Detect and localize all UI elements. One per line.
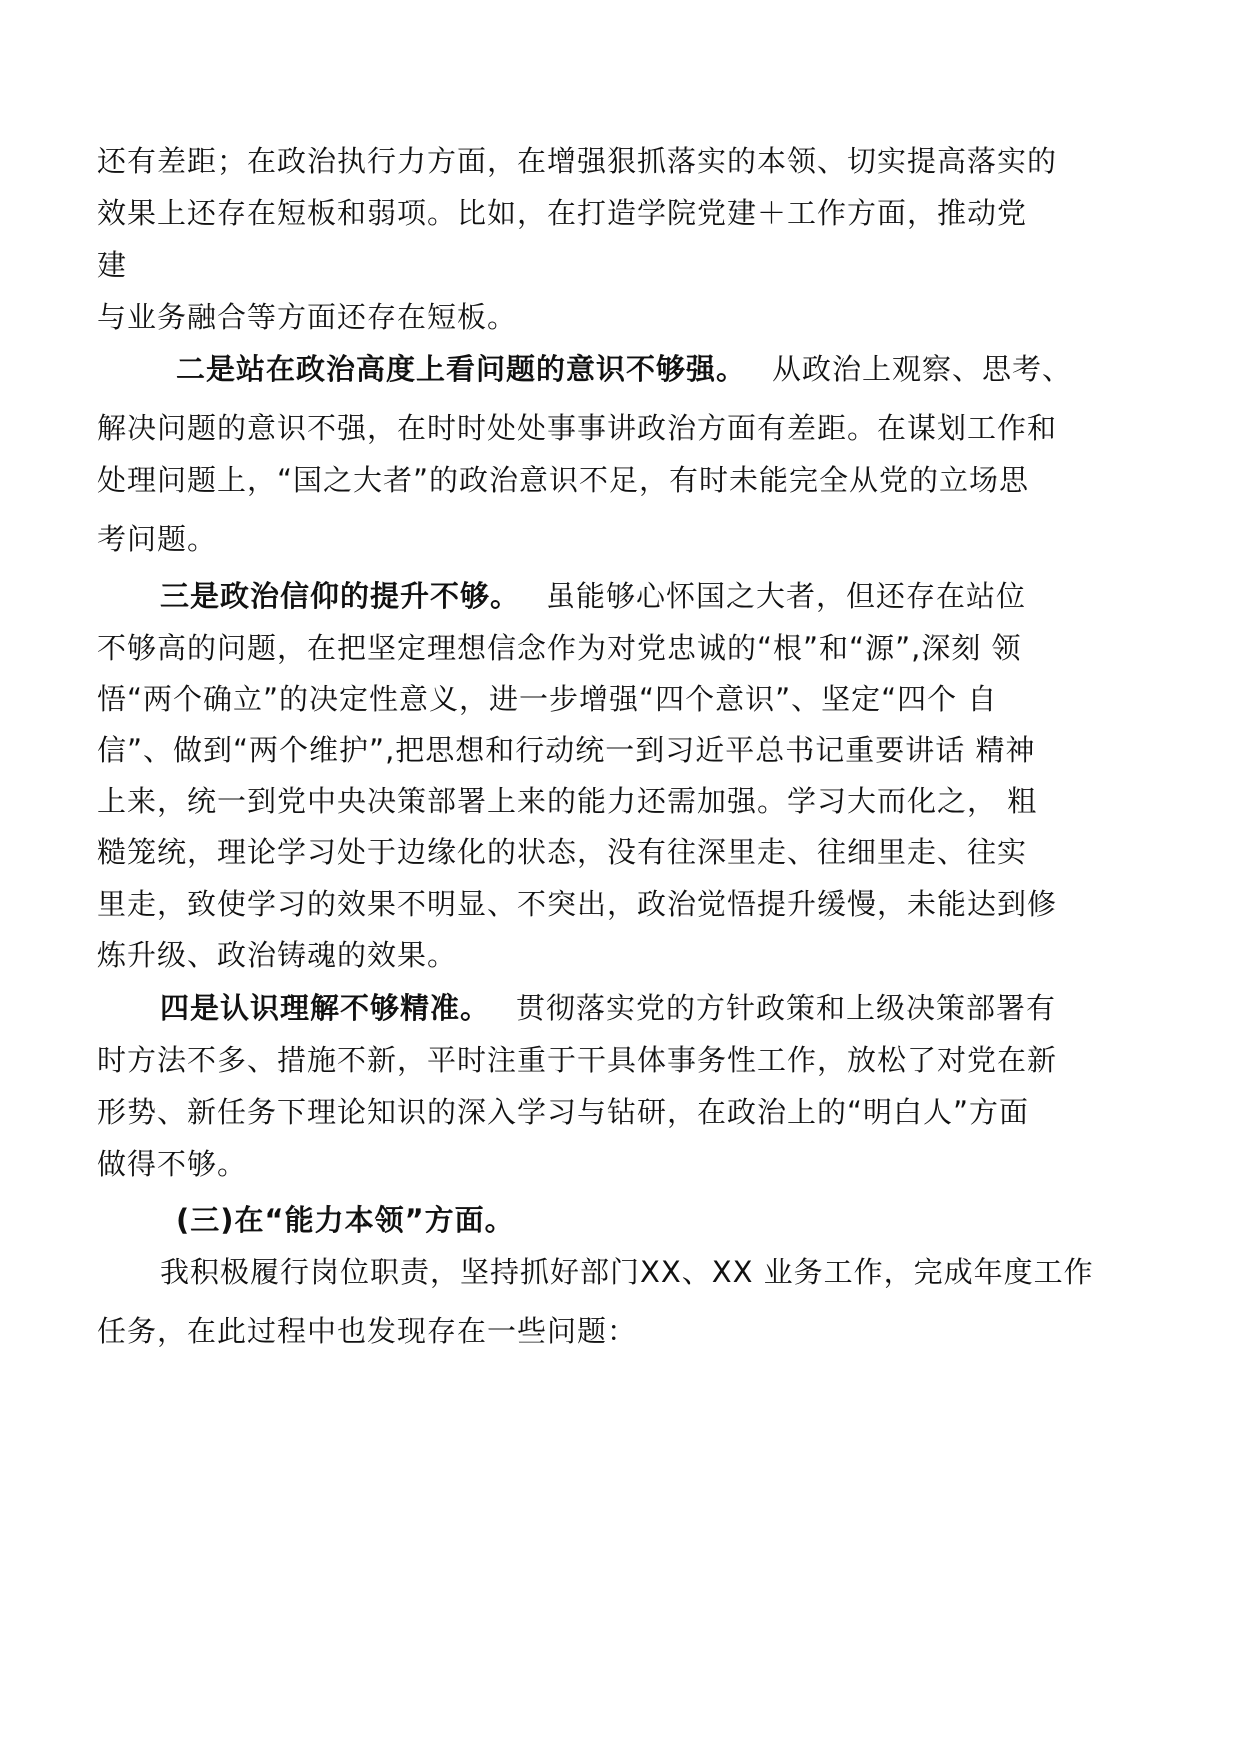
- text-line: 还有差距；在政治执行力方面，在增强狠抓落实的本领、切实提高落实的: [97, 144, 1058, 178]
- text-line: 里走，致使学习的效果不明显、不突出，政治觉悟提升缓慢，未能达到修: [97, 887, 1058, 921]
- point-four-title: 四是认识理解不够精准。: [160, 991, 491, 1025]
- text-line: 考问题。: [97, 522, 218, 556]
- text-line: 悟“两个确立”的决定性意义，进一步增强“四个意识”、坚定“四个 自: [97, 682, 998, 716]
- point-two-text: 从政治上观察、思考、: [772, 352, 1073, 386]
- point-three-paragraph-start: [160, 576, 1026, 616]
- point-two-title: 二是站在政治高度上看问题的意识不够强。: [176, 352, 747, 386]
- text-line: 糙笼统，理论学习处于边缘化的状态，没有往深里走、往细里走、往实: [97, 835, 1028, 869]
- text-line: 任务，在此过程中也发现存在一些问题：: [97, 1314, 638, 1348]
- text-line: 处理问题上，“国之大者”的政治意识不足，有时未能完全从党的立场思: [97, 463, 1030, 497]
- section-heading: (三)在“能力本领”方面。: [176, 1203, 515, 1237]
- text-line: 时方法不多、措施不新，平时注重于干具体事务性工作，放松了对党在新: [97, 1043, 1058, 1077]
- text-line: 建: [97, 248, 128, 282]
- point-four-text: 贯彻落实党的方针政策和上级决策部署有: [516, 991, 1057, 1025]
- text-line: 我积极履行岗位职责，坚持抓好部门XX、XX 业务工作，完成年度工作: [160, 1255, 1094, 1289]
- text-line: 解决问题的意识不强，在时时处处事事讲政治方面有差距。在谋划工作和: [97, 411, 1058, 445]
- text-line: 炼升级、政治铸魂的效果。: [97, 938, 458, 972]
- text-line: 上来，统一到党中央决策部署上来的能力还需加强。学习大而化之， 粗: [97, 784, 1038, 818]
- point-three-title: 三是政治信仰的提升不够。: [160, 579, 521, 613]
- text-line: 不够高的问题，在把坚定理想信念作为对党忠诚的“根”和“源”,深刻 领: [97, 631, 1022, 665]
- point-four-paragraph-start: [160, 988, 1056, 1028]
- point-two-paragraph-start: [176, 349, 1072, 389]
- text-line: 效果上还存在短板和弱项。比如，在打造学院党建＋工作方面，推动党: [97, 196, 1028, 230]
- text-line: 信”、做到“两个维护”,把思想和行动统一到习近平总书记重要讲话 精神: [97, 733, 1036, 767]
- point-three-text: 虽能够心怀国之大者，但还存在站位: [546, 579, 1027, 613]
- text-line: 做得不够。: [97, 1147, 248, 1181]
- text-line: 形势、新任务下理论知识的深入学习与钻研，在政治上的“明白人”方面: [97, 1095, 1030, 1129]
- text-line: 与业务融合等方面还存在短板。: [97, 300, 518, 334]
